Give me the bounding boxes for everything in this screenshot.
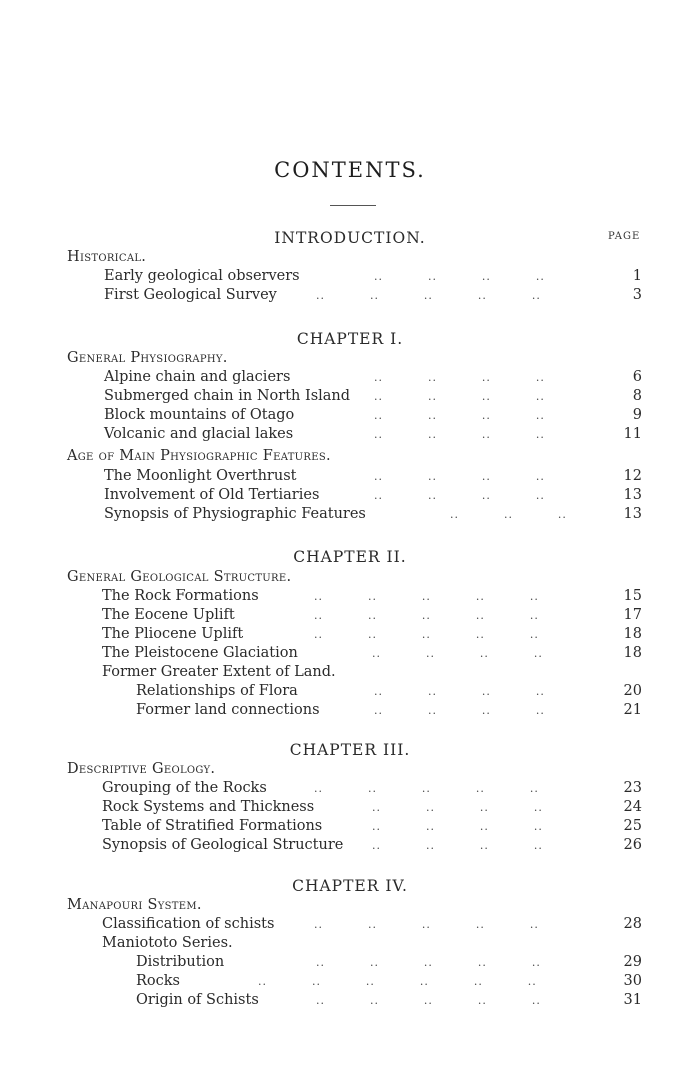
toc-entry bbox=[102, 818, 642, 835]
toc-entry-text: Origin of Schists bbox=[136, 992, 259, 1008]
toc-entry bbox=[104, 369, 642, 386]
toc-page-number: 26 bbox=[623, 837, 642, 853]
leader-dots: .. .. .. .. bbox=[374, 470, 545, 483]
chapter-heading: CHAPTER II. bbox=[293, 548, 407, 566]
toc-page-number: 15 bbox=[623, 588, 642, 604]
toc-entry bbox=[104, 268, 642, 285]
leader-dots: .. .. .. .. bbox=[374, 371, 545, 384]
section-title: General Geological Structure. bbox=[67, 569, 292, 585]
leader-dots: .. .. .. bbox=[450, 508, 567, 521]
leader-dots: .. .. .. .. .. bbox=[314, 628, 539, 641]
leader-dots: .. .. .. .. .. bbox=[314, 590, 539, 603]
toc-entry bbox=[104, 487, 642, 504]
toc-entry-text: The Pliocene Uplift bbox=[102, 626, 244, 642]
toc-entry-text: The Eocene Uplift bbox=[102, 607, 235, 623]
toc-entry-text: Classification of schists bbox=[102, 916, 275, 932]
toc-page-number: 23 bbox=[623, 780, 642, 796]
toc-page-number: 13 bbox=[623, 506, 642, 522]
leader-dots: .. .. .. .. bbox=[372, 820, 543, 833]
section-title: Manapouri System. bbox=[67, 897, 202, 913]
section-title: Historical. bbox=[67, 249, 147, 265]
toc-page-number: 6 bbox=[632, 369, 642, 385]
toc-entry-text: Former Greater Extent of Land. bbox=[102, 664, 336, 680]
leader-dots: .. .. .. .. bbox=[374, 409, 545, 422]
chapter-heading: CHAPTER IV. bbox=[292, 877, 408, 895]
leader-dots: .. .. .. .. .. bbox=[314, 918, 539, 931]
toc-entry-text: First Geological Survey bbox=[104, 287, 277, 303]
toc-page-number: 24 bbox=[623, 799, 642, 815]
toc-page-number: 31 bbox=[623, 992, 642, 1008]
leader-dots: .. .. .. .. bbox=[374, 685, 545, 698]
toc-entry-text: Rock Systems and Thickness bbox=[102, 799, 315, 815]
toc-page-number: 20 bbox=[623, 683, 642, 699]
toc-entry bbox=[102, 916, 642, 933]
toc-entry-text: Rocks bbox=[136, 973, 180, 989]
toc-entry-text: The Moonlight Overthrust bbox=[104, 468, 297, 484]
toc-page-number: 18 bbox=[623, 626, 642, 642]
section-title: Descriptive Geology. bbox=[67, 761, 216, 777]
toc-entry bbox=[136, 973, 642, 990]
toc-entry-text: Grouping of the Rocks bbox=[102, 780, 267, 796]
toc-entry bbox=[104, 506, 642, 523]
section-title: General Physiography. bbox=[67, 350, 228, 366]
toc-entry-text: Synopsis of Physiographic Features bbox=[104, 506, 366, 522]
leader-dots: .. .. .. .. .. .. bbox=[258, 975, 537, 988]
leader-dots: .. .. .. .. bbox=[372, 647, 543, 660]
toc-entry-text: Distribution bbox=[136, 954, 225, 970]
leader-dots: .. .. .. .. bbox=[374, 390, 545, 403]
toc-entry bbox=[104, 468, 642, 485]
toc-page-number: 9 bbox=[632, 407, 642, 423]
toc-entry bbox=[102, 799, 642, 816]
toc-page-number: 1 bbox=[632, 268, 642, 284]
leader-dots: .. .. .. .. .. bbox=[316, 289, 541, 302]
toc-page-number: 3 bbox=[632, 287, 642, 303]
leader-dots: .. .. .. .. .. bbox=[316, 994, 541, 1007]
toc-entry-text: The Rock Formations bbox=[102, 588, 259, 604]
toc-entry bbox=[102, 645, 642, 662]
leader-dots: .. .. .. .. bbox=[374, 428, 545, 441]
toc-entry-text: Submerged chain in North Island bbox=[104, 388, 351, 404]
toc-page-number: 28 bbox=[623, 916, 642, 932]
toc-page-number: 11 bbox=[623, 426, 642, 442]
toc-entry-text: Volcanic and glacial lakes bbox=[104, 426, 294, 442]
toc-page-number: 12 bbox=[623, 468, 642, 484]
toc-entry-text: Table of Stratified Formations bbox=[102, 818, 323, 834]
toc-page-number: 18 bbox=[623, 645, 642, 661]
toc-entry bbox=[102, 935, 642, 952]
toc-page-number: 25 bbox=[623, 818, 642, 834]
leader-dots: .. .. .. .. .. bbox=[314, 609, 539, 622]
toc-entry-text: Alpine chain and glaciers bbox=[104, 369, 291, 385]
toc-entry-text: Early geological observers bbox=[104, 268, 300, 284]
toc-page-number: 17 bbox=[623, 607, 642, 623]
leader-dots: .. .. .. .. bbox=[374, 270, 545, 283]
toc-entry bbox=[104, 287, 642, 304]
toc-entry bbox=[102, 837, 642, 854]
title-rule bbox=[330, 205, 376, 206]
chapter-heading: CHAPTER III. bbox=[289, 741, 411, 759]
toc-page-number: 30 bbox=[623, 973, 642, 989]
leader-dots: .. .. .. .. bbox=[374, 489, 545, 502]
leader-dots: .. .. .. .. bbox=[372, 801, 543, 814]
toc-entry bbox=[102, 626, 642, 643]
toc-entry-text: Synopsis of Geological Structure bbox=[102, 837, 344, 853]
introduction-heading: INTRODUCTION. bbox=[274, 229, 426, 247]
leader-dots: .. .. .. .. .. bbox=[314, 782, 539, 795]
section-title: Age of Main Physiographic Features. bbox=[67, 448, 331, 464]
toc-entry bbox=[136, 702, 642, 719]
toc-entry-text: Maniototo Series. bbox=[102, 935, 233, 951]
toc-entry bbox=[102, 664, 642, 681]
leader-dots: .. .. .. .. bbox=[374, 704, 545, 717]
toc-entry-text: Involvement of Old Tertiaries bbox=[104, 487, 320, 503]
toc-entry bbox=[104, 426, 642, 443]
toc-page-number: 21 bbox=[623, 702, 642, 718]
leader-dots: .. .. .. .. .. bbox=[316, 956, 541, 969]
toc-page-number: 8 bbox=[632, 388, 642, 404]
toc-page-number: 13 bbox=[623, 487, 642, 503]
toc-entry bbox=[104, 388, 642, 405]
toc-entry bbox=[136, 992, 642, 1009]
page-column-header: PAGE bbox=[608, 231, 641, 242]
toc-entry bbox=[102, 780, 642, 797]
toc-entry-text: The Pleistocene Glaciation bbox=[102, 645, 298, 661]
toc-entry bbox=[136, 683, 642, 700]
toc-entry bbox=[136, 954, 642, 971]
toc-entry-text: Block mountains of Otago bbox=[104, 407, 295, 423]
toc-entry-text: Former land connections bbox=[136, 702, 320, 718]
toc-entry bbox=[104, 407, 642, 424]
chapter-heading: CHAPTER I. bbox=[296, 330, 404, 348]
leader-dots: .. .. .. .. bbox=[372, 839, 543, 852]
toc-entry bbox=[102, 607, 642, 624]
toc-entry bbox=[102, 588, 642, 605]
page-title: CONTENTS. bbox=[274, 158, 426, 182]
toc-page-number: 29 bbox=[623, 954, 642, 970]
toc-entry-text: Relationships of Flora bbox=[136, 683, 298, 699]
